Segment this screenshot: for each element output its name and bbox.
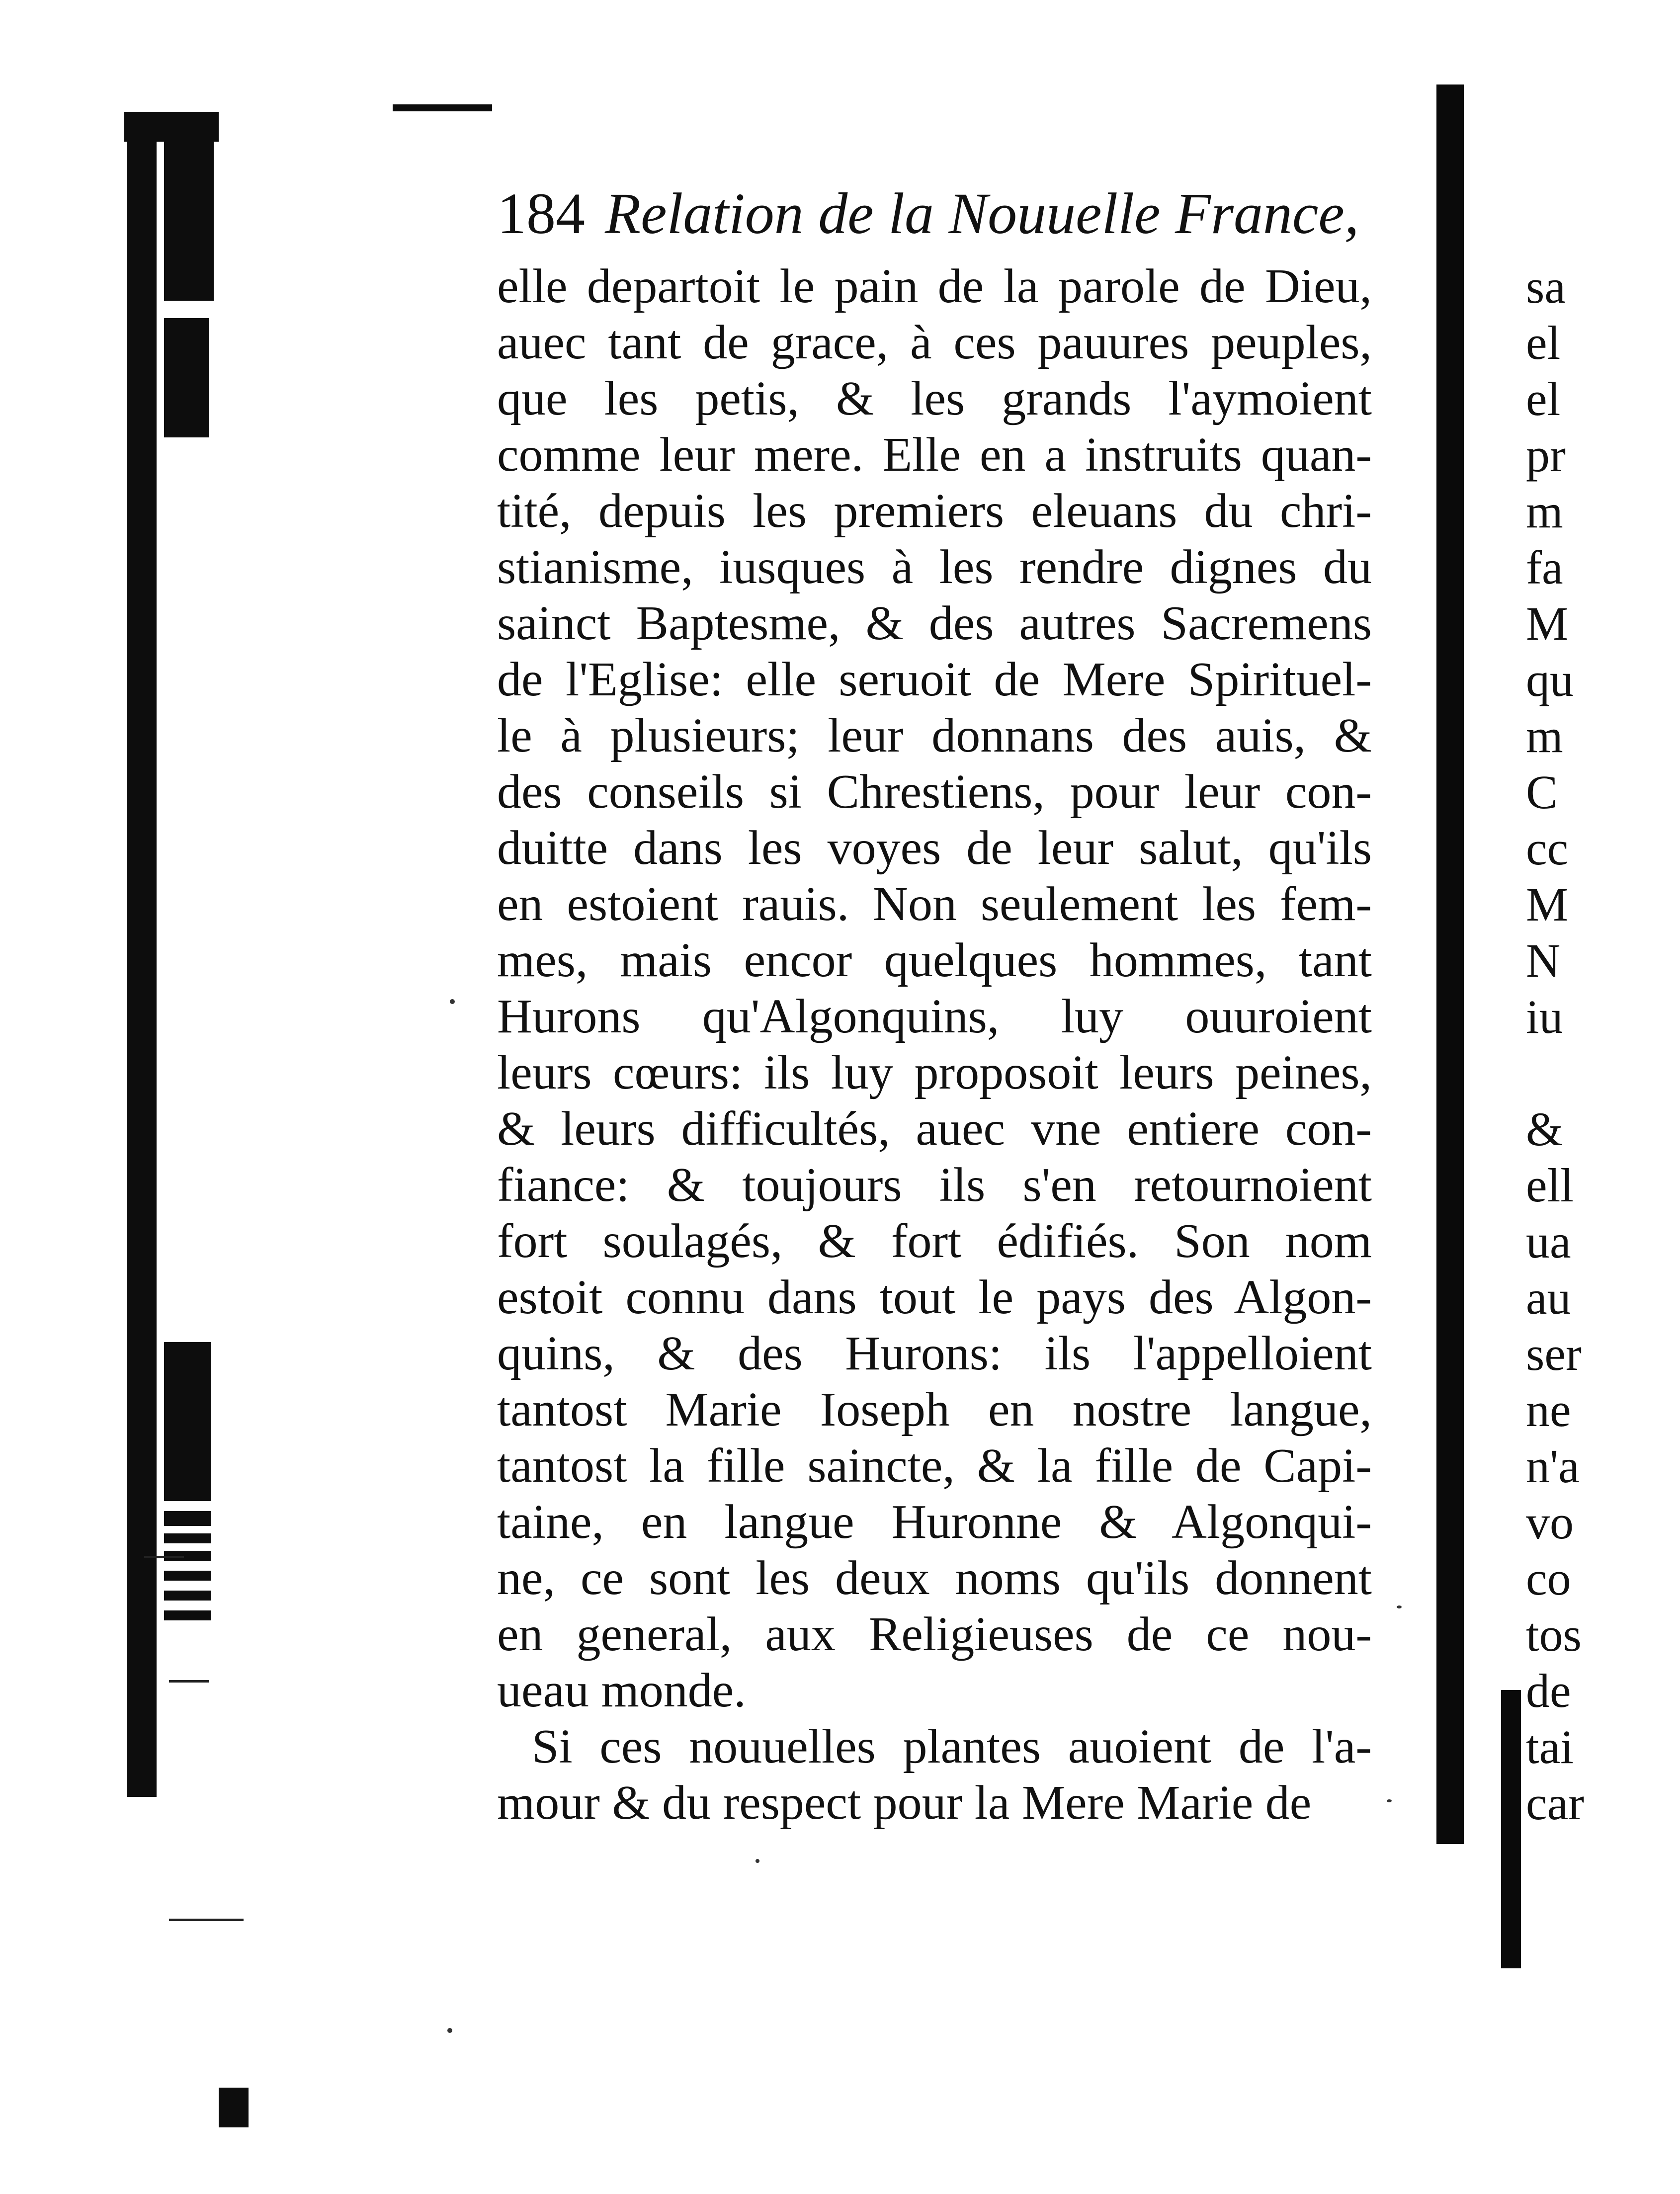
- fragment-line: cc: [1526, 822, 1569, 875]
- text-line: & leurs difficultés, auec vne entiere con-: [497, 1102, 1372, 1156]
- binding-strip-inner: [164, 1591, 211, 1601]
- binding-strip: [127, 142, 157, 1797]
- text-line: duitte dans les voyes de leur salut, qu'ils: [497, 821, 1372, 875]
- text-line: en estoient rauis. Non seulement les fem-: [497, 877, 1372, 931]
- text-line: que les petis, & les grands l'aymoient: [497, 372, 1372, 425]
- text-line: mour & du respect pour la Mere Marie de: [497, 1776, 1312, 1830]
- fragment-line: M: [1526, 597, 1569, 650]
- scan-rule: [169, 1919, 244, 1921]
- binding-strip-inner: [164, 1342, 211, 1501]
- text-line: tantost Marie Ioseph en nostre langue,: [497, 1383, 1372, 1436]
- running-title: Relation de la Nouuelle France,: [605, 181, 1359, 246]
- fragment-line: [1526, 1045, 1655, 1101]
- text-line: taine, en langue Huronne & Algonqui-: [497, 1495, 1372, 1549]
- fragment-line: m: [1526, 709, 1563, 762]
- scan-rule: [144, 1556, 184, 1558]
- binding-strip-inner: [164, 1533, 211, 1543]
- fragment-line: n'a: [1526, 1439, 1580, 1493]
- fragment-line: M: [1526, 878, 1569, 931]
- scan-speck: [756, 1859, 759, 1863]
- text-line: de l'Eglise: elle seruoit de Mere Spirituel-: [497, 653, 1372, 706]
- scan-speck: [1387, 1799, 1392, 1802]
- text-line: Si ces nouuelles plantes auoient de l'a-: [532, 1720, 1372, 1773]
- fragment-line: fa: [1526, 541, 1563, 594]
- fragment-line: ne: [1526, 1383, 1571, 1436]
- facing-page-fragment: [1526, 258, 1655, 1831]
- page-number: 184: [497, 181, 585, 246]
- fragment-line: tai: [1526, 1720, 1574, 1773]
- fragment-line: qu: [1526, 653, 1574, 706]
- scan-speck: [1397, 1605, 1402, 1608]
- fragment-line: vo: [1526, 1496, 1574, 1549]
- fragment-line: iu: [1526, 990, 1563, 1043]
- text-line: ueau monde.: [497, 1664, 746, 1717]
- fragment-line: &: [1526, 1102, 1563, 1156]
- fragment-line: C: [1526, 765, 1558, 819]
- text-line: fort soulagés, & fort édifiés. Son nom: [497, 1214, 1372, 1268]
- fragment-line: N: [1526, 934, 1561, 987]
- fragment-line: ser: [1526, 1327, 1582, 1380]
- text-line: fiance: & toujours ils s'en retournoient: [497, 1158, 1372, 1212]
- fragment-line: sa: [1526, 260, 1566, 313]
- text-line: ne, ce sont les deux noms qu'ils donnent: [497, 1551, 1372, 1605]
- text-line: tité, depuis les premiers eleuans du chri-: [497, 484, 1372, 538]
- binding-strip-inner: [164, 142, 214, 301]
- fragment-line: el: [1526, 372, 1561, 425]
- gutter-shadow: [1436, 84, 1464, 1844]
- text-line: tantost la fille saincte, & la fille de Capi-: [497, 1439, 1372, 1493]
- text-line: le à plusieurs; leur donnans des auis, &: [497, 709, 1372, 762]
- fragment-line: au: [1526, 1271, 1571, 1324]
- scan-speck: [447, 2028, 452, 2033]
- text-line: Hurons qu'Algonquins, luy ouuroient: [497, 990, 1372, 1043]
- fragment-line: car: [1526, 1776, 1585, 1830]
- gutter-shadow-lower: [1501, 1690, 1521, 1968]
- text-line: leurs cœurs: ils luy proposoit leurs peines,: [497, 1046, 1372, 1099]
- text-line: des conseils si Chrestiens, pour leur con-: [497, 765, 1372, 819]
- text-line: sainct Baptesme, & des autres Sacremens: [497, 596, 1372, 650]
- text-line: mes, mais encor quelques hommes, tant: [497, 933, 1372, 987]
- binding-edge-top: [393, 104, 492, 111]
- running-head: [497, 176, 1372, 251]
- fragment-line: de: [1526, 1664, 1571, 1717]
- binding-strip-inner: [219, 2088, 249, 2127]
- fragment-line: co: [1526, 1552, 1571, 1605]
- text-line: estoit connu dans tout le pays des Algon-: [497, 1270, 1372, 1324]
- fragment-line: tos: [1526, 1608, 1582, 1661]
- binding-strip-inner: [164, 1571, 211, 1581]
- fragment-line: pr: [1526, 428, 1566, 482]
- scan-rule: [169, 1680, 209, 1683]
- fragment-line: ell: [1526, 1159, 1574, 1212]
- binding-strip-inner: [164, 318, 209, 437]
- main-text: [497, 258, 1372, 1831]
- scan-speck: [450, 999, 455, 1004]
- binding-strip-inner: [164, 1610, 211, 1620]
- binding-strip-inner: [164, 1511, 211, 1526]
- fragment-line: el: [1526, 316, 1561, 369]
- fragment-line: ua: [1526, 1215, 1571, 1268]
- text-line: quins, & des Hurons: ils l'appelloient: [497, 1327, 1372, 1380]
- text-line: comme leur mere. Elle en a instruits quan-: [497, 428, 1372, 482]
- text-line: auec tant de grace, à ces pauures peuples,: [497, 316, 1372, 369]
- text-line: en general, aux Religieuses de ce nou-: [497, 1607, 1372, 1661]
- binding-edge: [124, 112, 219, 142]
- text-line: elle departoit le pain de la parole de Dieu,: [497, 259, 1372, 313]
- text-line: stianisme, iusques à les rendre dignes du: [497, 540, 1372, 594]
- fragment-line: m: [1526, 485, 1563, 538]
